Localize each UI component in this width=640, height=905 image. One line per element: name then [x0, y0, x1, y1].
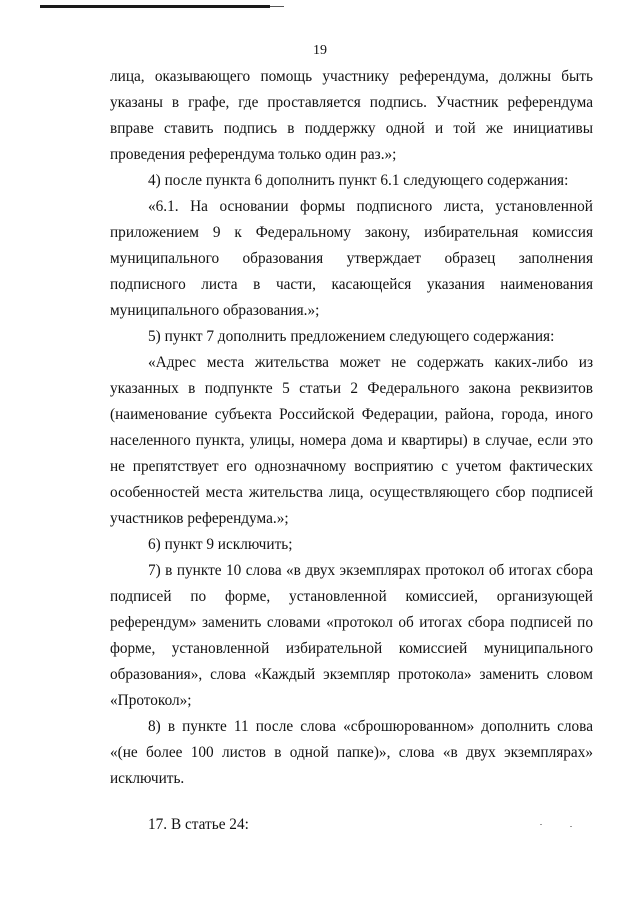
- paragraph-gap: [110, 792, 593, 812]
- paragraph-item-7: 7) в пункте 10 слова «в двух экземплярах протокол об итогах сбора подписей по форме, установленной комиссией, организующей референдум» заменить словами «протокол об итогах сбора подписей по форме, установленной избирательной комиссией муниципального образования», слова «Каждый экземпляр протокола» заменить словом «Протокол»;: [110, 562, 593, 709]
- paragraph-continuation: лица, оказывающего помощь участнику референдума, должны быть указаны в графе, где проставляется подпись. Участник референдума вправе ставить подпись в поддержку одной и той же инициативы проведения референдума только один раз.»;: [110, 68, 593, 163]
- section-heading-article-24: 17. В статье 24:: [148, 816, 249, 833]
- paragraph-quote-6-1: «6.1. На основании формы подписного листа, установленной приложением 9 к Федеральному закону, избирательная комиссия муниципального образования утверждает образец заполнения подписного листа в части, касающейся указания наименования муниципального образования.»;: [110, 198, 593, 319]
- scan-speck: [540, 824, 542, 825]
- scan-edge-mark-tail: [270, 6, 284, 7]
- paragraph-item-8: 8) в пункте 11 после слова «сброшюрованном» дополнить слова «(не более 100 листов в одной папке)», слова «в двух экземплярах» исключить.: [110, 718, 593, 787]
- paragraph-quote-address: «Адрес места жительства может не содержать каких-либо из указанных в подпункте 5 статьи 2 Федерального закона реквизитов (наименование субъекта Российской Федерации, района, города, иного населенного пункта, улицы, номера дома и квартиры) в случае, если это не препятствует его однозначному восприятию с учетом фактических особенностей места жительства лица, осуществляющего сбор подписей участников референдума.»;: [110, 354, 593, 527]
- page-number: 19: [313, 43, 327, 58]
- paragraph-item-6: 6) пункт 9 исключить;: [148, 536, 293, 553]
- scan-speck: [570, 826, 572, 827]
- document-body: [110, 64, 593, 838]
- paragraph-item-5: 5) пункт 7 дополнить предложением следующего содержания:: [148, 328, 555, 345]
- scan-edge-mark: [40, 5, 270, 8]
- paragraph-item-4: 4) после пункта 6 дополнить пункт 6.1 следующего содержания:: [148, 172, 569, 189]
